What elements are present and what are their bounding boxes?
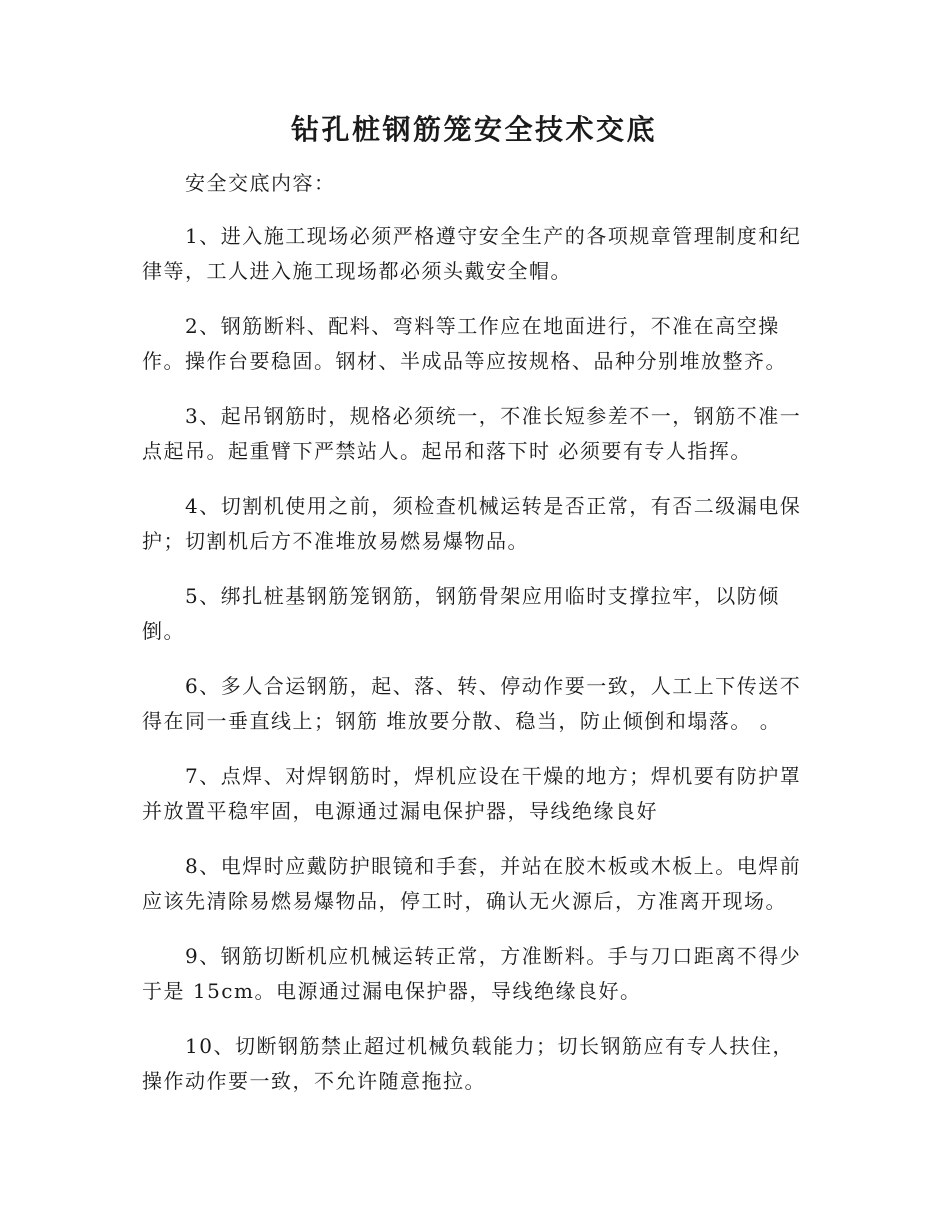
safety-item-10: 10、切断钢筋禁止超过机械负载能力；切长钢筋应有专人扶住，操作动作要一致，不允许随意拖拉。 bbox=[142, 1033, 794, 1093]
safety-item-5: 5、绑扎桩基钢筋笼钢筋，钢筋骨架应用临时支撑拉牢，以防倾倒。 bbox=[142, 583, 780, 643]
document-title: 钻孔桩钢筋笼安全技术交底 bbox=[290, 113, 657, 146]
safety-item-7: 7、点焊、对焊钢筋时，焊机应设在干燥的地方；焊机要有防护罩并放置平稳牢固，电源通过漏电保护器，导线绝缘良好 bbox=[142, 763, 802, 823]
safety-item-4: 4、切割机使用之前，须检查机械运转是否正常，有否二级漏电保护；切割机后方不准堆放易燃易爆物品。 bbox=[142, 493, 802, 553]
safety-item-2: 2、钢筋断料、配料、弯料等工作应在地面进行，不准在高空操作。操作台要稳固。钢材、半成品等应按规格、品种分别堆放整齐。 bbox=[142, 313, 787, 373]
safety-item-3: 3、起吊钢筋时，规格必须统一，不准长短参差不一，钢筋不准一点起吊。起重臂下严禁站人。起吊和落下时 必须要有专人指挥。 bbox=[142, 403, 802, 463]
intro-heading: 安全交底内容： bbox=[185, 170, 336, 195]
document-page bbox=[142, 110, 806, 1119]
safety-item-9: 9、钢筋切断机应机械运转正常，方准断料。手与刀口距离不得少于是 15cm。电源通过漏电保护器，导线绝缘良好。 bbox=[142, 943, 802, 1003]
safety-item-6: 6、多人合运钢筋，起、落、转、停动作要一致，人工上下传送不得在同一垂直线上；钢筋 堆放要分散、稳当，防止倾倒和塌落。 。 bbox=[142, 673, 802, 733]
safety-item-1: 1、进入施工现场必须严格遵守安全生产的各项规章管理制度和纪律等，工人进入施工现场都必须头戴安全帽。 bbox=[142, 223, 802, 283]
safety-item-8: 8、电焊时应戴防护眼镜和手套，并站在胶木板或木板上。电焊前应该先清除易燃易爆物品，停工时，确认无火源后，方准离开现场。 bbox=[142, 853, 802, 913]
